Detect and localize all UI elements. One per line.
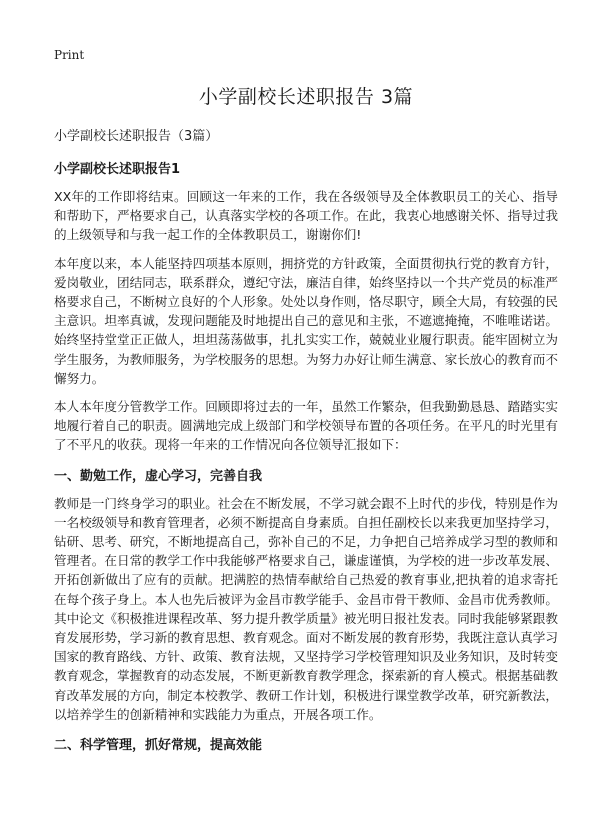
document-subtitle: 小学副校长述职报告（3篇） [54,129,219,144]
print-link[interactable]: Print [54,48,85,62]
paragraph: 教师是一门终身学习的职业。社会在不断发展，不学习就会跟不上时代的步伐，特别是作为一名校级领导和教育管理者，必须不断提高自身素质。自担任副校长以来我更加坚持学习，钻研、思考、研究，不断地提高自己，弥补自己的不足，力争把自己培养成学习型的教师和管理者。在日常的教学工作中我能够严格要求自己，谦虚谨慎，为学校的进一步改革发展、开拓创新做出了应有的贡献。把满腔的热情奉献给自己热爱的教育事业,把执着的追求寄托在每个孩子身上。本人也先后被评为金昌市教学能手、金昌市骨干教师、金昌市优秀教师。其中论文《积极推进课程改革、努力提升教学质量》被光明日报社发表。同时我能够紧跟教育发展形势，学习新的教育思想、教育观念。面对不断发展的教育形势，我既注意认真学习国家的教育路线、方针、政策、教育法规，又坚持学习学校管理知识及业务知识，及时转变教育观念，掌握教育的动态发展，不断更新教育教学理念，探索新的育人模式。根据基础教育改革发展的方向，制定本校教学、教研工作计划，积极进行课堂教学改革，研究新教法，以培养学生的创新精神和实践能力为重点，开展各项工作。 [54,495,558,722]
part-one-heading: 一、勤勉工作，虚心学习，完善自我 [54,468,263,484]
paragraph: XX年的工作即将结束。回顾这一年来的工作，我在各级领导及全体教职员工的关心、指导和帮助下，严格要求自己，认真落实学校的各项工作。在此，我衷心地感谢关怀、指导过我的上级领导和与我一起工作的全体教职员工，谢谢你们! [54,189,558,243]
paragraph: 本年度以来，本人能坚持四项基本原则，拥挤党的方针政策，全面贯彻执行党的教育方针，爱岗敬业，团结同志，联系群众，遵纪守法，廉洁自律，始终坚持以一个共产党员的标准严格要求自己，不断树立良好的个人形象。处处以身作则，恪尽职守，顾全大局，有较强的民主意识。坦率真诚，发现问题能及时地提出自己的意见和主张，不遮遮掩掩，不唯唯诺诺。始终坚持堂堂正正做人，坦坦荡荡做事，扎扎实实工作，兢兢业业履行职责。能牢固树立为学生服务，为教师服务，为学校服务的思想。为努力办好让师生满意、家长放心的教育而不懈努力。 [54,255,558,386]
paragraph: 本人本年度分管教学工作。回顾即将过去的一年，虽然工作繁杂，但我勤勤恳恳、踏踏实实地履行着自己的职责。圆满地完成上级部门和学校领导布置的各项任务。在平凡的时光里有了不平凡的收获。现将一年来的工作情况向各位领导汇报如下： [54,399,558,453]
page-title: 小学副校长述职报告 3篇 [198,86,414,108]
part-two-heading: 二、科学管理，抓好常规，提高效能 [54,738,263,754]
section-heading: 小学副校长述职报告1 [54,162,181,177]
